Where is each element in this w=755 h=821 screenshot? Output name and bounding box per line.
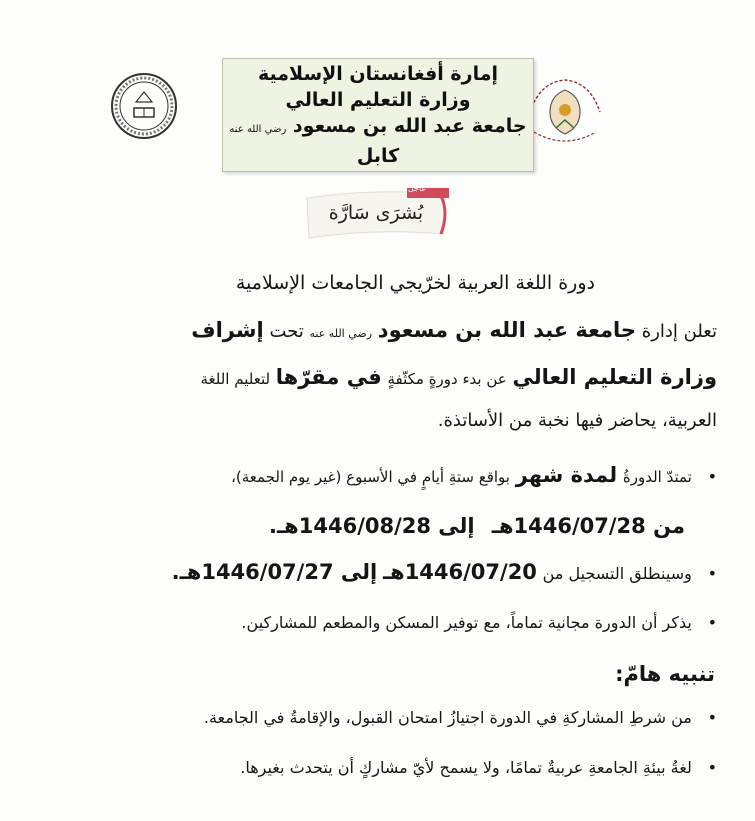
ministry-emblem-logo (542, 72, 610, 140)
header-emirate: إمارة أفغانستان الإسلامية (258, 63, 498, 85)
intro-line-1: تعلن إدارة جامعة عبد الله بن مسعود رضي الله عنه تحت إشراف (191, 318, 717, 342)
header-box (222, 58, 534, 172)
bullet-icon: • (707, 613, 717, 632)
university-seal-logo (110, 72, 178, 140)
notice-item-2: • لغةُ بيئةِ الجامعةِ عربيةٌ تمامًا، ولا يسمح لأيّ مشاركٍ أن يتحدث بغيرها. (240, 758, 717, 777)
registration-bullet: • وسينطلق التسجيل من 1446/07/20هـ إلى 1446/07/27هـ. (171, 560, 717, 584)
intro-line-2: وزارة التعليم العالي عن بدء دورةٍ مكثّفةٍ في مقرّها لتعليم اللغة (200, 365, 717, 389)
ribbon-good-news: بُشرَى سَارَّة (328, 202, 424, 224)
duration-dates: من 1446/07/28هـ إلى 1446/08/28هـ. (269, 514, 685, 538)
bullet-icon: • (707, 758, 717, 777)
header-city: كابل (356, 145, 400, 167)
intro-line-3: العربية، يحاضر فيها نخبة من الأساتذة. (437, 410, 717, 431)
bullet-icon: • (707, 467, 717, 486)
free-note-bullet: • يذكر أن الدورة مجانية تماماً، مع توفير المسكن والمطعم للمشاركين. (241, 613, 717, 632)
duration-bullet: • تمتدّ الدورةُ لمدة شهر بواقع ستةِ أيامٍ في الأسبوع (غير يوم الجمعة)، (231, 463, 717, 487)
notice-item-1: • من شرطِ المشاركةِ في الدورة اجتيازُ امتحان القبول، والإقامةُ في الجامعة. (203, 708, 717, 727)
notice-heading: تنبيه هامّ: (615, 662, 715, 686)
header-ministry: وزارة التعليم العالي (285, 89, 471, 111)
bullet-icon: • (707, 564, 717, 583)
page-title: دورة اللغة العربية لخرّيجي الجامعات الإسلامية (235, 272, 595, 294)
header-university: جامعة عبد الله بن مسعود رضي الله عنه (229, 115, 527, 137)
bullet-icon: • (707, 708, 717, 727)
urgent-tag: عاجل (408, 184, 427, 193)
